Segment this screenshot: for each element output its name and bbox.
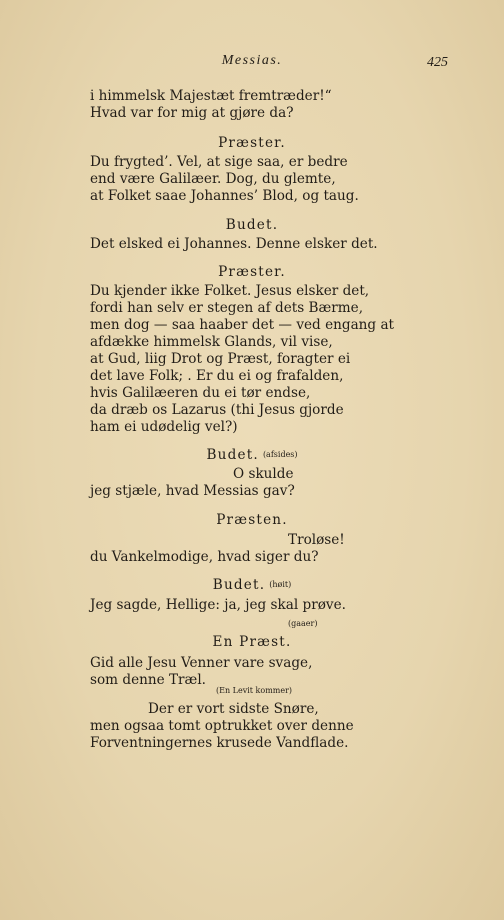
- verse-line: at Folket saae Johannes’ Blod, og taug.: [90, 188, 359, 204]
- verse-line: Troløse!: [288, 532, 345, 548]
- speaker-label: Budet.: [212, 577, 266, 593]
- verse-line: Det elsked ei Johannes. Denne elsker det.: [90, 236, 378, 252]
- verse-line: da dræb os Lazarus (thi Jesus gjorde: [90, 402, 344, 418]
- stage-direction: (høit): [269, 580, 292, 589]
- verse-line: end være Galilæer. Dog, du glemte,: [90, 171, 336, 187]
- verse-line: du Vankelmodige, hvad siger du?: [90, 549, 319, 565]
- stage-direction: (gaaer): [288, 619, 318, 628]
- verse-line: det lave Folk; . Er du ei og frafalden,: [90, 368, 344, 384]
- speaker-name: [0, 447, 504, 463]
- speaker-name: Præster.: [218, 135, 286, 151]
- speaker-name: Budet.: [225, 217, 279, 233]
- verse-line: hvis Galilæeren du ei tør endse,: [90, 385, 311, 401]
- speaker-name: En Præst.: [212, 634, 292, 650]
- verse-line: Jeg sagde, Hellige: ja, jeg skal prøve.: [90, 597, 346, 613]
- verse-line: afdække himmelsk Glands, vil vise,: [90, 334, 333, 350]
- verse-line: i himmelsk Majestæt fremtræder!“: [90, 88, 332, 104]
- verse-line: Gid alle Jesu Venner vare svage,: [90, 655, 313, 671]
- running-title: Messias.: [221, 53, 283, 68]
- stage-direction: (En Levit kommer): [216, 686, 293, 695]
- speaker-name: Præster.: [218, 264, 286, 280]
- verse-line: Hvad var for mig at gjøre da?: [90, 105, 294, 121]
- verse-line: fordi han selv er stegen af dets Bærme,: [90, 300, 364, 316]
- verse-line: jeg stjæle, hvad Messias gav?: [90, 483, 295, 499]
- verse-line: O skulde: [233, 466, 294, 482]
- verse-line: Du frygted’. Vel, at sige saa, er bedre: [90, 154, 348, 170]
- verse-line: Der er vort sidste Snøre,: [148, 701, 319, 717]
- verse-line: ham ei udødelig vel?): [90, 419, 238, 435]
- speaker-label: Budet.: [206, 447, 259, 463]
- page-number: 425: [427, 55, 448, 70]
- verse-line: men dog — saa haaber det — ved engang at: [90, 317, 395, 333]
- verse-line: men ogsaa tomt optrukket over denne: [90, 718, 354, 734]
- verse-line: at Gud, liig Drot og Præst, foragter ei: [90, 351, 351, 367]
- stage-direction: (afsides): [262, 450, 298, 459]
- verse-line: som denne Træl.: [90, 672, 207, 688]
- speaker-name: [0, 577, 504, 593]
- speaker-name: Præsten.: [216, 512, 288, 528]
- verse-line: Du kjender ikke Folket. Jesus elsker det,: [90, 283, 370, 299]
- verse-line: Forventningernes krusede Vandflade.: [90, 735, 349, 751]
